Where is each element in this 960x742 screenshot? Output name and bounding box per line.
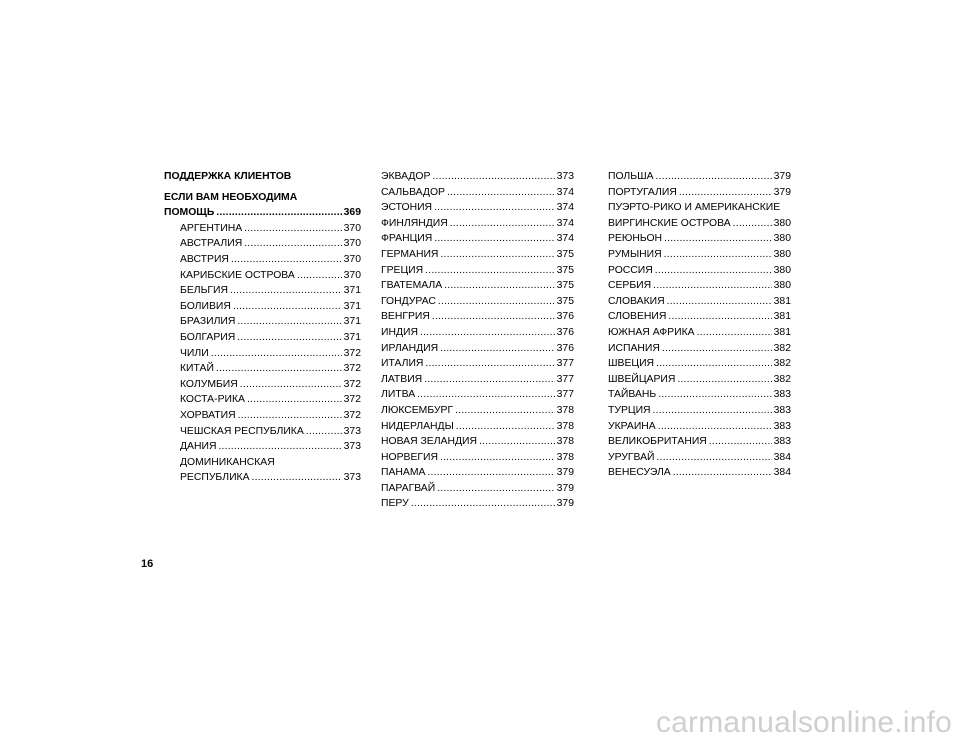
entry-label: ВЕЛИКОБРИТАНИЯ xyxy=(608,436,707,448)
entry-label-line1: ДОМИНИКАНСКАЯ xyxy=(180,456,275,468)
dot-leader xyxy=(655,263,772,279)
toc-entry[interactable] xyxy=(164,221,361,237)
dot-leader xyxy=(420,325,555,341)
dot-leader xyxy=(673,465,772,481)
dot-leader xyxy=(252,470,342,486)
entry-label: НОВАЯ ЗЕЛАНДИЯ xyxy=(381,436,477,448)
entry-page: 375 xyxy=(556,264,574,276)
entry-label: САЛЬВАДОР xyxy=(381,186,445,198)
dot-leader xyxy=(479,434,555,450)
entry-label: ГЕРМАНИЯ xyxy=(381,248,439,260)
toc-entry[interactable] xyxy=(381,325,574,341)
toc-entry[interactable] xyxy=(381,356,574,372)
dot-leader xyxy=(417,387,555,403)
dot-leader xyxy=(411,496,555,512)
entry-page: 377 xyxy=(556,358,574,370)
toc-entry[interactable] xyxy=(164,299,361,315)
dot-leader xyxy=(668,309,771,325)
entry-label: ФИНЛЯНДИЯ xyxy=(381,217,448,229)
entry-label: ЧЕШСКАЯ РЕСПУБЛИКА xyxy=(180,425,304,437)
entry-page: 374 xyxy=(556,202,574,214)
entry-label: БОЛГАРИЯ xyxy=(180,331,236,343)
page-number: 16 xyxy=(141,558,154,570)
entry-page: 375 xyxy=(556,295,574,307)
dot-leader xyxy=(216,361,342,377)
entry-label: БОЛИВИЯ xyxy=(180,300,231,312)
toc-entry[interactable] xyxy=(381,387,574,403)
dot-leader xyxy=(438,294,555,310)
entry-label: ЛИТВА xyxy=(381,389,416,401)
entry-page: 375 xyxy=(556,280,574,292)
section-title: ПОДДЕРЖКА КЛИЕНТОВ xyxy=(164,171,292,182)
entry-page: 372 xyxy=(343,394,361,406)
dot-leader xyxy=(709,434,772,450)
toc-entry[interactable] xyxy=(608,325,791,341)
entry-page: 371 xyxy=(343,285,361,297)
toc-entry[interactable] xyxy=(608,356,791,372)
dot-leader xyxy=(664,247,772,263)
toc-entry[interactable] xyxy=(164,377,361,393)
entry-label: ПОЛЬША xyxy=(608,171,654,182)
entry-label: ЧИЛИ xyxy=(180,347,209,359)
entry-label: ПЕРУ xyxy=(381,498,409,510)
toc-entry[interactable] xyxy=(608,185,791,201)
entry-page: 372 xyxy=(343,378,361,390)
entry-label: ВЕНЕСУЭЛА xyxy=(608,467,671,479)
entry-page: 378 xyxy=(556,420,574,432)
entry-page: 370 xyxy=(343,253,361,265)
toc-column-2 xyxy=(381,169,574,512)
entry-label: ГОНДУРАС xyxy=(381,295,436,307)
dot-leader xyxy=(450,216,555,232)
entry-page: 383 xyxy=(773,436,791,448)
entry-page: 374 xyxy=(556,217,574,229)
dot-leader xyxy=(237,330,341,346)
dot-leader xyxy=(662,341,772,357)
toc-entry[interactable] xyxy=(381,434,574,450)
toc-entry[interactable] xyxy=(381,465,574,481)
entry-label: ВИРГИНСКИЕ ОСТРОВА xyxy=(608,217,731,229)
toc-entry[interactable] xyxy=(381,263,574,279)
toc-entry[interactable] xyxy=(164,330,361,346)
toc-entry[interactable] xyxy=(608,216,791,232)
entry-page: 381 xyxy=(773,326,791,338)
entry-page: 379 xyxy=(556,498,574,510)
toc-entry[interactable] xyxy=(164,283,361,299)
entry-label: РЕЮНЬОН xyxy=(608,233,663,245)
entry-page: 383 xyxy=(773,420,791,432)
entry-page: 383 xyxy=(773,404,791,416)
dot-leader xyxy=(230,283,342,299)
entry-label: УРУГВАЙ xyxy=(608,451,655,463)
entry-label: ИТАЛИЯ xyxy=(381,358,424,370)
entry-label: ИНДИЯ xyxy=(381,326,418,338)
dot-leader xyxy=(456,419,555,435)
entry-label: РУМЫНИЯ xyxy=(608,248,662,260)
entry-page: 374 xyxy=(556,186,574,198)
toc-entry[interactable] xyxy=(608,341,791,357)
toc-list xyxy=(381,169,574,512)
entry-page: 373 xyxy=(343,425,361,437)
toc-heading-entry[interactable] xyxy=(164,205,361,221)
dot-leader xyxy=(455,403,555,419)
entry-page: 384 xyxy=(773,451,791,463)
dot-leader xyxy=(656,356,772,372)
entry-page: 373 xyxy=(343,441,361,453)
toc-entry[interactable] xyxy=(608,403,791,419)
entry-label: АВСТРИЯ xyxy=(180,253,229,265)
dot-leader xyxy=(425,263,555,279)
entry-page: 373 xyxy=(556,171,574,182)
entry-label: СЛОВЕНИЯ xyxy=(608,311,667,323)
watermark: carmanualsonline.info xyxy=(655,706,952,739)
dot-leader xyxy=(444,278,554,294)
toc-entry[interactable] xyxy=(164,252,361,268)
entry-page: 370 xyxy=(343,238,361,250)
dot-leader xyxy=(425,356,554,372)
toc-entry[interactable] xyxy=(164,470,361,486)
entry-page: 371 xyxy=(343,331,361,343)
entry-page: 378 xyxy=(556,404,574,416)
toc-column-1 xyxy=(164,169,361,486)
entry-label: ГВАТЕМАЛА xyxy=(381,280,443,292)
entry-page: 376 xyxy=(556,326,574,338)
entry-label: ШВЕЙЦАРИЯ xyxy=(608,373,676,385)
entry-label: КОСТА-РИКА xyxy=(180,394,245,406)
toc-entry[interactable] xyxy=(608,231,791,247)
toc-entry[interactable] xyxy=(608,263,791,279)
entry-label: ПАНАМА xyxy=(381,467,426,479)
dot-leader xyxy=(244,221,341,237)
toc-entry[interactable] xyxy=(381,481,574,497)
entry-label: ГРЕЦИЯ xyxy=(381,264,424,276)
entry-label: КИТАЙ xyxy=(180,363,214,375)
dot-leader xyxy=(667,294,772,310)
toc-entry[interactable] xyxy=(608,294,791,310)
entry-page: 378 xyxy=(556,436,574,448)
toc-entry[interactable] xyxy=(381,341,574,357)
dot-leader xyxy=(233,299,342,315)
entry-label: ШВЕЦИЯ xyxy=(608,358,655,370)
dot-leader xyxy=(658,387,771,403)
dot-leader xyxy=(658,419,772,435)
toc-entry[interactable] xyxy=(608,465,791,481)
toc-entry[interactable] xyxy=(608,450,791,466)
entry-label: ДАНИЯ xyxy=(180,441,217,453)
dot-leader xyxy=(677,372,771,388)
toc-entry[interactable] xyxy=(381,372,574,388)
toc-entry[interactable] xyxy=(381,185,574,201)
entry-page: 371 xyxy=(343,300,361,312)
toc-list xyxy=(164,221,361,455)
entry-page: 380 xyxy=(773,217,791,229)
entry-page: 374 xyxy=(556,233,574,245)
dot-leader xyxy=(657,450,772,466)
entry-label: НИДЕРЛАНДЫ xyxy=(381,420,454,432)
entry-label: НОРВЕГИЯ xyxy=(381,451,438,463)
entry-label: ИРЛАНДИЯ xyxy=(381,342,439,354)
dot-leader xyxy=(437,481,554,497)
toc-entry[interactable] xyxy=(164,424,361,440)
entry-label: ПОМОЩЬ xyxy=(164,207,215,219)
entry-page: 369 xyxy=(343,207,361,219)
entry-page: 382 xyxy=(773,358,791,370)
entry-page: 375 xyxy=(556,248,574,260)
entry-label: ПОРТУГАЛИЯ xyxy=(608,186,677,198)
entry-label: ЭКВАДОР xyxy=(381,171,431,182)
entry-page: 380 xyxy=(773,248,791,260)
dot-leader xyxy=(440,341,555,357)
entry-label: ХОРВАТИЯ xyxy=(180,409,236,421)
entry-label: ФРАНЦИЯ xyxy=(381,233,433,245)
toc-entry[interactable] xyxy=(381,403,574,419)
dot-leader xyxy=(679,185,772,201)
toc-entry[interactable] xyxy=(608,169,791,185)
entry-page: 381 xyxy=(773,311,791,323)
entry-page: 379 xyxy=(773,171,791,182)
entry-label: АВСТРАЛИЯ xyxy=(180,238,243,250)
toc-entry[interactable] xyxy=(381,309,574,325)
entry-page: 382 xyxy=(773,373,791,385)
entry-label: АРГЕНТИНА xyxy=(180,222,243,234)
entry-page: 377 xyxy=(556,389,574,401)
toc-entry[interactable] xyxy=(608,434,791,450)
toc-entry[interactable] xyxy=(164,268,361,284)
toc-entry[interactable] xyxy=(164,314,361,330)
entry-label-line1: ПУЭРТО-РИКО И АМЕРИКАНСКИЕ xyxy=(608,202,781,214)
entry-page: 370 xyxy=(343,222,361,234)
dot-leader xyxy=(733,216,772,232)
dot-leader xyxy=(440,247,554,263)
entry-label: ТАЙВАНЬ xyxy=(608,389,657,401)
toc-entry[interactable] xyxy=(164,392,361,408)
toc-column-3 xyxy=(608,169,791,481)
toc-entry[interactable] xyxy=(164,346,361,362)
entry-label: СЕРБИЯ xyxy=(608,280,652,292)
entry-page: 372 xyxy=(343,347,361,359)
entry-page: 382 xyxy=(773,342,791,354)
dot-leader xyxy=(424,372,554,388)
toc-entry[interactable] xyxy=(164,236,361,252)
dot-leader xyxy=(447,185,555,201)
entry-label: БЕЛЬГИЯ xyxy=(180,285,228,297)
toc-entry[interactable] xyxy=(608,387,791,403)
dot-leader xyxy=(656,169,772,185)
dot-leader xyxy=(697,325,772,341)
toc-entry[interactable] xyxy=(608,309,791,325)
entry-page: 379 xyxy=(556,467,574,479)
entry-page: 384 xyxy=(773,467,791,479)
dot-leader xyxy=(211,346,342,362)
dot-leader xyxy=(231,252,342,268)
dot-leader xyxy=(440,450,555,466)
entry-label: РОССИЯ xyxy=(608,264,653,276)
entry-label: ИСПАНИЯ xyxy=(608,342,660,354)
toc-entry[interactable] xyxy=(381,278,574,294)
dot-leader xyxy=(306,424,342,440)
entry-page: 377 xyxy=(556,373,574,385)
entry-label: ЛАТВИЯ xyxy=(381,373,423,385)
toc-entry[interactable] xyxy=(381,294,574,310)
dot-leader xyxy=(432,169,554,185)
entry-label: БРАЗИЛИЯ xyxy=(180,316,236,328)
toc-entry[interactable] xyxy=(164,408,361,424)
entry-page: 383 xyxy=(773,389,791,401)
dot-leader xyxy=(434,231,554,247)
toc-list xyxy=(608,231,791,481)
entry-label: ЛЮКСЕМБУРГ xyxy=(381,404,454,416)
entry-label: РЕСПУБЛИКА xyxy=(180,472,250,484)
entry-label: КОЛУМБИЯ xyxy=(180,378,238,390)
dot-leader xyxy=(240,377,342,393)
entry-label: СЛОВАКИЯ xyxy=(608,295,665,307)
dot-leader xyxy=(653,403,772,419)
entry-page: 376 xyxy=(556,342,574,354)
toc-entry[interactable] xyxy=(381,419,574,435)
entry-label: ВЕНГРИЯ xyxy=(381,311,430,323)
toc-entry[interactable] xyxy=(381,496,574,512)
dot-leader xyxy=(432,309,555,325)
entry-page: 379 xyxy=(773,186,791,198)
toc-entry[interactable] xyxy=(164,361,361,377)
toc-list xyxy=(608,169,791,200)
entry-page: 370 xyxy=(343,269,361,281)
toc-entry[interactable] xyxy=(381,200,574,216)
dot-leader xyxy=(297,268,342,284)
dot-leader xyxy=(664,231,772,247)
section-heading: ЕСЛИ ВАМ НЕОБХОДИМА xyxy=(164,191,298,203)
toc-entry[interactable] xyxy=(381,169,574,185)
toc-entry[interactable] xyxy=(608,247,791,263)
toc-entry[interactable] xyxy=(164,439,361,455)
entry-label: ПАРАГВАЙ xyxy=(381,482,436,494)
entry-page: 380 xyxy=(773,264,791,276)
entry-label: КАРИБСКИЕ ОСТРОВА xyxy=(180,269,295,281)
entry-label: ЭСТОНИЯ xyxy=(381,202,433,214)
dot-leader xyxy=(216,205,341,221)
toc-entry[interactable] xyxy=(608,278,791,294)
entry-page: 372 xyxy=(343,409,361,421)
dot-leader xyxy=(244,236,341,252)
entry-page: 373 xyxy=(343,472,361,484)
dot-leader xyxy=(218,439,341,455)
entry-page: 371 xyxy=(343,316,361,328)
dot-leader xyxy=(427,465,554,481)
entry-label: ЮЖНАЯ АФРИКА xyxy=(608,326,695,338)
toc-entry[interactable] xyxy=(381,247,574,263)
dot-leader xyxy=(653,278,772,294)
toc-entry[interactable] xyxy=(381,231,574,247)
dot-leader xyxy=(434,200,555,216)
entry-page: 372 xyxy=(343,363,361,375)
entry-page: 380 xyxy=(773,233,791,245)
dot-leader xyxy=(237,314,341,330)
dot-leader xyxy=(238,408,342,424)
entry-page: 379 xyxy=(556,482,574,494)
dot-leader xyxy=(247,392,342,408)
entry-page: 380 xyxy=(773,280,791,292)
toc-entry[interactable] xyxy=(381,450,574,466)
toc-entry[interactable] xyxy=(381,216,574,232)
entry-page: 381 xyxy=(773,295,791,307)
entry-label: УКРАИНА xyxy=(608,420,656,432)
entry-label: ТУРЦИЯ xyxy=(608,404,651,416)
toc-entry[interactable] xyxy=(608,419,791,435)
toc-entry[interactable] xyxy=(608,372,791,388)
entry-page: 376 xyxy=(556,311,574,323)
entry-page: 378 xyxy=(556,451,574,463)
